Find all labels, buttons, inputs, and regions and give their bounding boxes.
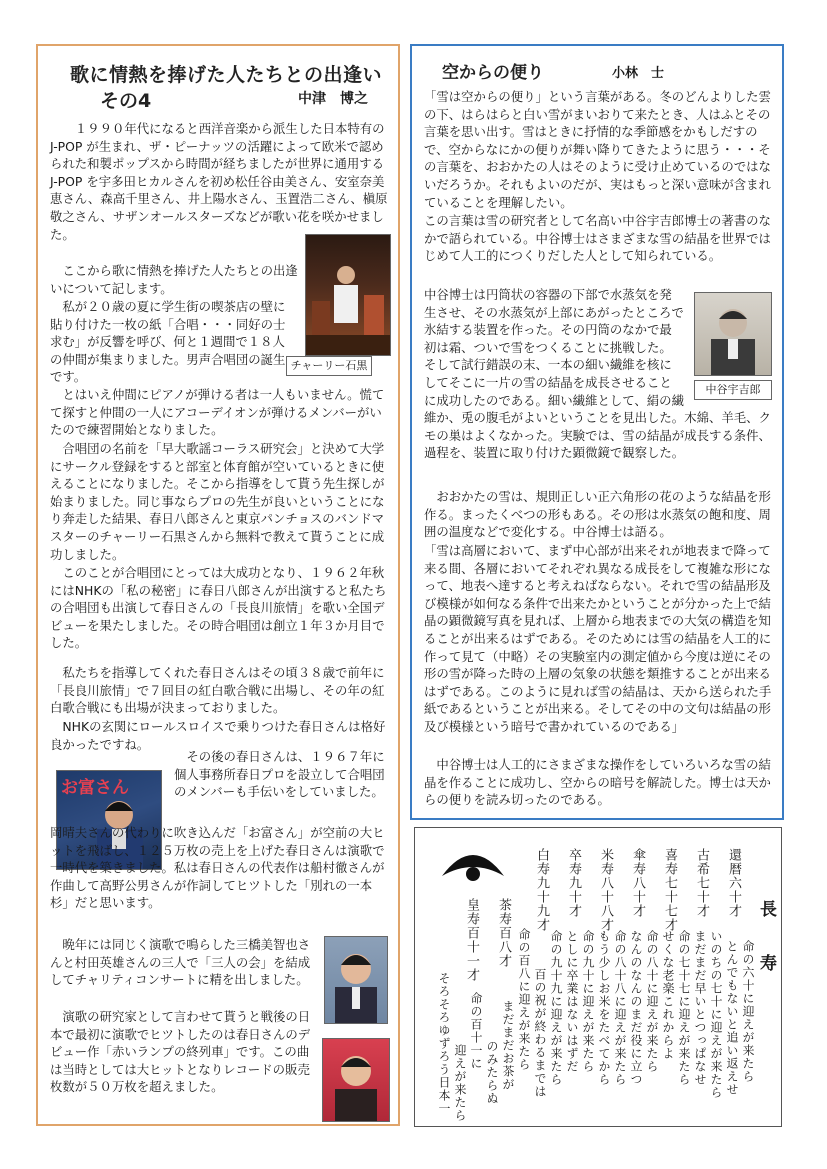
charlie-ishiguro-photo	[305, 234, 391, 356]
poem-line-7: 白寿九十九才	[534, 848, 549, 932]
left-paragraph-10-text: 岡晴夫さんの代わりに吹き込んだ「お富さん」が空前の大ヒットを飛ばし、１２５万枚の売上を上げた春日さんは演歌で一時代を築きました。私は春日さんの代表作は船村徹さんが作曲して高野公男さんが作詞してヒツトした「別れの一本杉」だと思います。	[50, 825, 385, 911]
poem-verse-3: いのちの七十に迎えが来たら	[709, 930, 723, 1099]
otomisan-record-label: お富さん	[61, 778, 129, 798]
poem-verse-13: 命の九十九に迎えが来たら	[549, 930, 563, 1086]
nakaya-ukichiro-caption: 中谷宇吉郎	[694, 380, 772, 400]
charlie-ishiguro-caption: チャーリー石黒	[286, 356, 372, 376]
poem-line-4: 傘寿八十才	[630, 848, 645, 918]
right-paragraph-5: 「雪は高層において、まず中心部が出来それが地表まで降って来る間、各層においてそれぞれ異なる成長をして複雑な形になって、地表へ達すると考えねばならない。それで雪の結晶形及び模様が如何なる条件で出来たかということが分かった上で結晶の顕微鏡写真を見れば、上層から地表までの大気の構造を知ることが出来るはずである。そのためには雪の結晶を人工的に作って見て（中略）その実験室内の測定値から今度は逆にその形の雪が降った時の上層の気象の状態を類推することが出来るはずである。このように見れば雪の結晶は、天から送られた手紙であるということが出来る。そしてその中の文句は結晶の形及び模様という暗号で書かれているのである」	[424, 543, 772, 734]
right-article-author: 小林 士	[612, 66, 665, 81]
left-article-title: 歌に情熱を捧げた人たちとの出逢い	[70, 64, 383, 86]
poem-emblem-icon	[438, 838, 508, 888]
poem-verse-17: のみたらぬ	[485, 1040, 499, 1105]
poem-verse-5: 命の七十七に迎えが来たら	[677, 930, 691, 1086]
left-paragraph-6: このことが合唱団にとっては大成功となり、１９６２年秋にはNHKの「私の秘密」に春日八郎さんが出演すると私たちの合唱団も出演して春日さんの「長良川旅情」を歌い全国デビューを果たしました。その時合唱団は創立１年３か月目でした。	[50, 565, 387, 651]
right-paragraph-1: 「雪は空からの便り」という言葉がある。冬のどんよりした雲の下、はらはらと白い雪がまいおりて来たとき、人はふとその言葉を思い出す。雪はときに抒情的な季節感をかもしだすので、空からなにかの便りが舞い降りてきたように思う・・・その言葉を、おおかたの人はそのように受け止めているのではないだろうか。それもよいのだが、実はもっと深い意味が含まれていることを理解したい。	[424, 89, 771, 210]
poem-title: 長 寿	[756, 900, 776, 981]
right-article-title: 空からの便り	[442, 63, 544, 83]
poem-line-5: 米寿八十八才	[598, 848, 613, 932]
poem-line-9: 皇寿百十一才	[464, 898, 479, 982]
left-article-subtitle: その4	[100, 90, 152, 112]
right-paragraph-3-text: 中谷博士は円筒状の容器の下部で水蒸気を発生させ、その水蒸気が上部にあがったところで氷結する装置を作った。その円筒のなかで最初は霜、ついで雪をつくることに挑戦した。そして試行錯誤の末、一本の細い繊維を核にしてそこに一片の雪の結晶を成長させることに成功したのである。細い繊維として、絹の繊維か、兎の腹毛がよいということを見出した。木綿、羊毛、クモの巣はよくなかった。実験では、雪の結晶が成長する条件、過程を、装置に取り付けた顕微鏡で観察した。	[424, 287, 771, 461]
right-paragraph-2: この言葉は雪の研究者として名高い中谷宇吉郎博士の著書のなかで語られている。中谷博士はさまざまな雪の結晶を世界ではじめて人工的につくりだした人として知られている。	[424, 213, 771, 264]
poem-verse-12: としに卒業はないはずだ	[565, 930, 579, 1073]
poem-verse-15: 命の百八に迎えが来たら	[517, 928, 531, 1071]
mihashi-photo	[324, 936, 388, 1024]
poem-line-2: 古希七十才	[694, 848, 709, 918]
poem-verse-14: 百の祝が終わるまでは	[533, 968, 547, 1098]
poem-verse-10: もう少しお米をたべてから	[597, 930, 611, 1086]
poem-verse-8: なんのなんのまだ役に立つ	[629, 930, 643, 1086]
poem-verse-18: 命の百十一に	[469, 992, 483, 1070]
left-paragraph-9: その後の春日さんは、１９６７年に個人事務所春日プロを設立して合唱団のメンバーも手伝いをしていました。	[174, 749, 385, 800]
left-paragraph-8: NHKの玄関にロールスロイスで乗りつけた春日さんは格好良かったですね。	[50, 719, 386, 752]
poem-line-6: 卒寿九十才	[566, 848, 581, 918]
right-paragraph-4: おおかたの雪は、規則正しい正六角形の花のような結晶を形作る。まったくべつの形もある。その形は水蒸気の飽和度、周囲の温度などで変化する。中谷博士は語る。	[424, 489, 771, 540]
poem-verse-6: せくな老楽これからよ	[661, 930, 675, 1060]
left-paragraph-3: 私が２０歳の夏に学生街の喫茶店の壁に貼り付けた一枚の紙「合唱・・・同好の士求む」が反響を呼び、何と１週間で１８人の仲間が集まりました。男声合唱団の誕生です。	[50, 299, 286, 385]
poem-verse-16: まだまだお茶が	[501, 1000, 515, 1091]
left-paragraph-4: とはいえ仲間にピアノが弾ける者は一人もいません。慌てて探すと仲間の一人にアコーデイオンが弾けるメンバーがいたので練習開始となりました。	[50, 387, 385, 438]
poem-verse-1: 命の六十に迎えが来たら	[741, 940, 755, 1083]
poem-line-1: 還暦六十才	[726, 848, 741, 918]
right-paragraph-6: 中谷博士は人工的にさまざまな操作をしていろいろな雪の結晶を作ることに成功し、空からの暗号を解読した。博士は天からの便りを読み切ったのである。	[424, 757, 771, 808]
poem-line-8: 茶寿百八才	[496, 898, 511, 968]
poem-line-3: 喜寿七十七才	[662, 848, 677, 932]
left-paragraph-1: １９９０年代になると西洋音楽から派生した日本特有の J-POP が生まれ、ザ・ピーナッツの活躍によって欧米で認められた和製ポップスから時間が経ちましたが世界に通用する J-POP を宇多田ヒカルさんを初め松任谷由美さん、安室奈美恵さん、森高千里さん、井上陽水さん、玉置浩二さん、槇原敬之さん、サザンオールスターズなどが歌い花を咲かせました。	[50, 121, 388, 242]
left-paragraph-7: 私たちを指導してくれた春日さんはその頃３８歳で前年に「長良川旅情」で７回目の紅白歌合戦に出場し、その年の紅白歌合戦にも出場が決まっておりました。	[50, 665, 385, 716]
nakaya-ukichiro-photo	[694, 292, 772, 376]
poem-verse-20: そろそろゆずろう日本一	[437, 972, 451, 1115]
poem-verse-11: 命の九十に迎えが来たら	[581, 930, 595, 1073]
left-paragraph-11: 晩年には同じく演歌で鳴らした三橋美智也さんと村田英雄さんの三人で「三人の会」を結成してチャリティコンサートに精を出しました。	[50, 937, 311, 988]
poem-verse-2: とんでもないと追い返えせ	[725, 940, 739, 1096]
poem-verse-19: 迎えが来たら	[453, 1044, 467, 1122]
left-paragraph-5: 合唱団の名前を「早大歌謡コーラス研究会」と決めて大学にサークル登録をすると部室と体育館が空いているときに使えることになりました。そこから指導をして貰う先生探しが始まりました。同じ事ならプロの先生が良いということになり奔走した結果、春日八郎さんと東京パンチョスのバンドマスターのチャーリー石黒さんから無料で教えて貰うことに成功しました。	[50, 441, 385, 562]
poem-verse-9: 命の八十八に迎えが来たら	[613, 930, 627, 1086]
left-paragraph-12: 演歌の研究家として言わせて貰うと戦後の日本で最初に演歌でヒツトしたのは春日さんのデビュー作「赤いランプの終列車」です。この曲は当時としては大ヒットとなりレコードの販売枚数が５０万枚を超えました。	[50, 1009, 311, 1095]
left-article-author: 中津 博之	[298, 91, 368, 107]
left-paragraph-2: ここから歌に情熱を捧げた人たちとの出逢いについて記します。	[50, 263, 298, 296]
murata-photo	[322, 1038, 390, 1122]
left-paragraph-10	[50, 824, 388, 912]
poem-verse-7: 命の八十に迎えが来たら	[645, 930, 659, 1073]
poem-verse-4: まだまだ早いとつっぱなせ	[693, 930, 707, 1086]
